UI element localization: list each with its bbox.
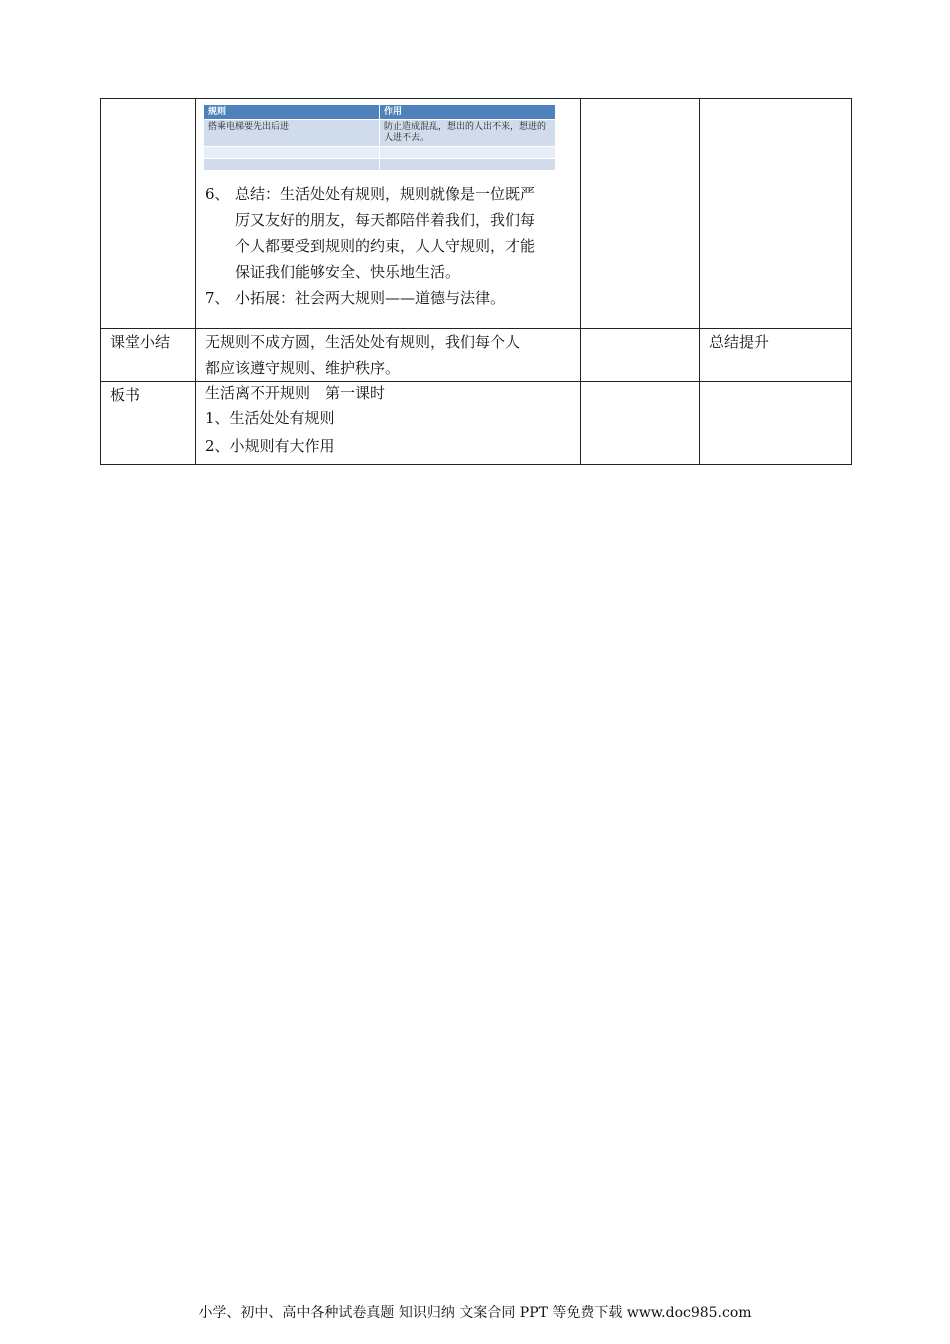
class-summary-content [196, 329, 581, 382]
row2-col3-cell [581, 329, 700, 382]
row1-col3-cell [581, 99, 700, 329]
rules-cell [380, 159, 556, 171]
board-label: 板书 [101, 382, 196, 465]
rules-cell [204, 147, 380, 159]
board-line: 生活离不开规则 第一课时 [205, 384, 386, 402]
board-line: 2、小规则有大作用 [205, 437, 335, 455]
rules-cell: 防止造成混乱，想出的人出不来，想进的人进不去。 [380, 120, 556, 147]
rules-row [204, 159, 556, 171]
row1-content-cell [196, 99, 581, 329]
row3-col3-cell [581, 382, 700, 465]
extension-text: 小拓展：社会两大规则——道德与法律。 [235, 289, 506, 307]
list-item-summary [196, 181, 574, 207]
lesson-table [100, 98, 852, 465]
rules-header-rule: 规则 [204, 105, 380, 120]
page-footer: 小学、初中、高中各种试卷真题 知识归纳 文案合同 PPT 等免费下载 www.doc985.com [198, 1305, 752, 1321]
rules-row [204, 120, 556, 147]
table-row [101, 329, 852, 382]
list-number: 7、 [205, 289, 230, 307]
rules-cell: 搭乘电梯要先出后进 [204, 120, 380, 147]
table-row [101, 99, 852, 329]
list-item-extension [196, 285, 574, 311]
rules-row [204, 147, 556, 159]
board-content [196, 382, 581, 465]
board-line: 1、生活处处有规则 [205, 409, 335, 427]
rules-table [203, 104, 556, 171]
rules-cell [204, 159, 380, 171]
row1-col4-cell [700, 99, 852, 329]
summary-upgrade-cell: 总结提升 [700, 329, 852, 382]
summary-line: 保证我们能够安全、快乐地生活。 [235, 263, 461, 281]
row3-col4-cell [700, 382, 852, 465]
table-row [101, 382, 852, 465]
class-summary-label: 课堂小结 [101, 329, 196, 382]
row1-label-cell [101, 99, 196, 329]
rules-header-effect: 作用 [380, 105, 556, 120]
class-summary-line: 都应该遵守规则、维护秩序。 [205, 359, 401, 377]
summary-line: 总结：生活处处有规则，规则就像是一位既严 [235, 185, 536, 203]
rules-table-image [196, 99, 574, 171]
class-summary-line: 无规则不成方圆，生活处处有规则，我们每个人 [205, 333, 521, 351]
list-number: 6、 [205, 185, 230, 203]
summary-line: 厉又友好的朋友，每天都陪伴着我们，我们每 [235, 211, 536, 229]
summary-continuation [196, 207, 574, 285]
rules-cell [380, 147, 556, 159]
summary-line: 个人都要受到规则的约束，人人守规则，才能 [235, 237, 536, 255]
